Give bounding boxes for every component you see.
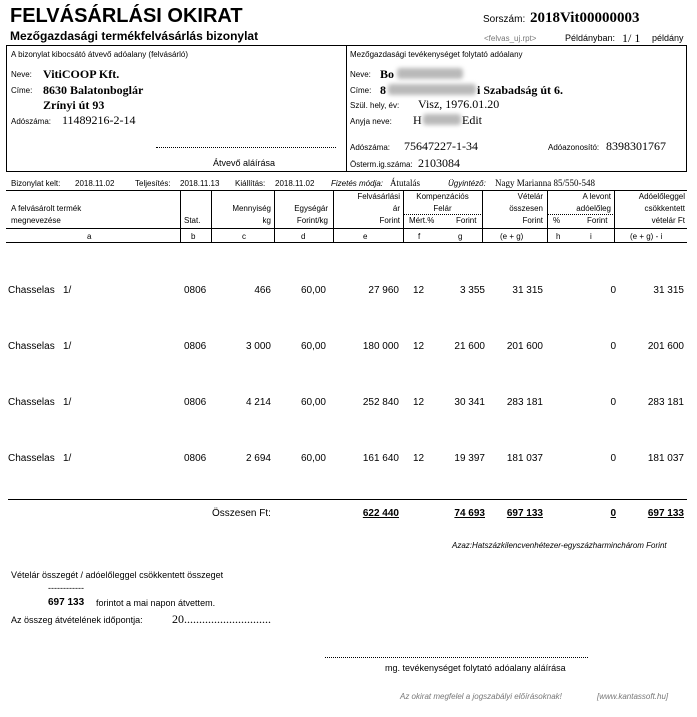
printed-value: 2018.11.02: [275, 179, 315, 188]
issued-value: 2018.11.02: [75, 179, 115, 188]
redaction: [423, 114, 461, 125]
buyer-address-label: Címe:: [11, 86, 33, 95]
row-sale: 181 037: [506, 453, 543, 464]
total-net: 697 133: [647, 508, 684, 519]
buyer-section-title: A bizonylat kibocsátó átvevő adóalany (felvásárló): [11, 50, 188, 59]
receipt-amount: 697 133: [48, 597, 85, 608]
col-net-header-2: csökkentett: [644, 204, 685, 213]
row-stat: 0806: [184, 397, 207, 408]
payment-label: Fizetés módja:: [331, 179, 384, 188]
receipt-text: forintot a mai napon átvettem.: [96, 598, 216, 608]
seller-address-prefix: 8: [380, 83, 386, 97]
receipt-date-value: 20.............................: [172, 612, 271, 626]
row-net: 181 037: [647, 453, 684, 464]
row-product: Chasselas: [8, 397, 55, 408]
seller-mother-suffix: Edit: [462, 113, 482, 127]
letter-a: a: [87, 232, 92, 241]
seller-address-suffix: i Szabadság út 6.: [477, 83, 564, 97]
seller-birth-label: Szül. hely, év:: [350, 101, 400, 110]
row-sale: 31 315: [512, 285, 543, 296]
col-sale-header-2: összesen: [509, 204, 543, 213]
row-stat: 0806: [184, 341, 207, 352]
fulfilled-label: Teljesítés:: [135, 179, 171, 188]
row-sale: 283 181: [506, 397, 543, 408]
row-net: 201 600: [647, 341, 684, 352]
table-row: [0, 453, 697, 465]
payment-value: Átutalás: [390, 178, 420, 188]
row-stat: 0806: [184, 453, 207, 464]
total-price: 622 440: [362, 508, 399, 519]
row-net: 283 181: [647, 397, 684, 408]
letter-g: g: [458, 232, 463, 241]
row-unit-price: 60,00: [300, 285, 326, 296]
row-qty: 2 694: [245, 453, 271, 464]
row-stat: 0806: [184, 285, 207, 296]
letter-f: f: [418, 232, 421, 241]
col-qty-unit: kg: [262, 216, 271, 225]
copies-value: 1/ 1: [622, 31, 641, 45]
printed-label: Kiállítás:: [235, 179, 266, 188]
col-net-header: Adóelőleggel: [638, 192, 685, 201]
buyer-address-line2: Zrínyi út 93: [43, 98, 105, 112]
receipt-date-label: Az összeg átvételének időpontja:: [11, 615, 143, 625]
seller-tax-label: Adószáma:: [350, 143, 391, 152]
seller-mother-label: Anyja neve:: [350, 117, 392, 126]
row-sale: 201 600: [506, 341, 543, 352]
letter-h: h: [556, 232, 561, 241]
redaction: [388, 84, 476, 95]
redaction: [397, 68, 463, 79]
col-unit-header: Egységár: [294, 204, 328, 213]
table-row: [0, 285, 697, 297]
letter-e: e: [363, 232, 368, 241]
row-comp-ft: 30 341: [454, 397, 485, 408]
row-comp-ft: 21 600: [454, 341, 485, 352]
row-product: Chasselas: [8, 285, 55, 296]
total-comp-ft: 74 693: [454, 508, 485, 519]
row-unit-price: 60,00: [300, 341, 326, 352]
serial-number: 2018Vit00000003: [530, 10, 640, 26]
issued-label: Bizonylat kelt:: [11, 179, 61, 188]
row-unit-price: 60,00: [300, 453, 326, 464]
row-comp-pct: 12: [413, 397, 425, 408]
col-comp-header-2: Felár: [433, 204, 452, 213]
row-deduct: 0: [610, 397, 616, 408]
table-row: [0, 341, 697, 353]
letter-net: (e + g) - i: [630, 232, 663, 241]
col-stat-header: Stat.: [184, 216, 201, 225]
seller-birth-value: Visz, 1976.01.20: [418, 97, 500, 111]
agent-value: Nagy Marianna 85/550-548: [495, 178, 595, 188]
row-comp-pct: 12: [413, 341, 425, 352]
total-label: Összesen Ft:: [212, 508, 271, 519]
row-price: 180 000: [362, 341, 399, 352]
row-unit-price: 60,00: [300, 397, 326, 408]
seller-taxid-label: Adóazonosító:: [548, 143, 600, 152]
seller-address-label: Címe:: [350, 86, 372, 95]
receipt-title: Vételár összegét / adóelőleggel csökkentett összeget: [11, 570, 224, 580]
seller-name-label: Neve:: [350, 70, 371, 79]
buyer-name: VitiCOOP Kft.: [43, 67, 120, 81]
serial-label: Sorszám:: [483, 14, 526, 25]
row-comp-pct: 12: [413, 285, 425, 296]
receipt-dashes: ------------: [48, 583, 84, 593]
total-sale: 697 133: [506, 508, 543, 519]
totals-row: [0, 508, 697, 520]
row-deduct: 0: [610, 285, 616, 296]
table-row: [0, 397, 697, 409]
seller-signature-line: [325, 657, 588, 658]
seller-mother-prefix: H: [413, 113, 422, 127]
amount-in-words: Azaz:Hatszázkilencvenhétezer-egyszázharminchárom Forint: [452, 541, 667, 550]
row-product: Chasselas: [8, 453, 55, 464]
row-product-suffix: 1/: [63, 341, 72, 352]
col-deduct-ft: Forint: [587, 216, 608, 225]
row-product-suffix: 1/: [63, 453, 72, 464]
col-comp-ft: Forint: [456, 216, 477, 225]
row-comp-ft: 19 397: [454, 453, 485, 464]
total-deduct: 0: [610, 508, 616, 519]
col-deduct-header-2: adóelőleg: [576, 204, 611, 213]
col-product-header: A felvásárolt termék: [11, 204, 82, 213]
row-price: 161 640: [362, 453, 399, 464]
legal-note: Az okirat megfelel a jogszabályi előírásoknak!: [400, 692, 562, 701]
buyer-tax-number: 11489216-2-14: [62, 113, 136, 127]
row-qty: 4 214: [245, 397, 271, 408]
seller-section-title: Mezőgazdasági tevékenységet folytató adóalany: [350, 50, 523, 59]
letter-b: b: [191, 232, 196, 241]
row-product-suffix: 1/: [63, 285, 72, 296]
seller-taxid-value: 8398301767: [606, 139, 666, 153]
seller-registry-label: Österm.ig.száma:: [350, 160, 413, 169]
buyer-signature-label: Átvevő aláírása: [213, 158, 276, 168]
letter-i: i: [590, 232, 592, 241]
row-comp-pct: 12: [413, 453, 425, 464]
col-sale-header: Vételár: [517, 192, 543, 201]
row-product: Chasselas: [8, 341, 55, 352]
fulfilled-value: 2018.11.13: [180, 179, 220, 188]
row-qty: 466: [254, 285, 271, 296]
letter-d: d: [301, 232, 306, 241]
seller-name: Bo: [380, 67, 395, 81]
col-product-header-2: megnevezése: [11, 216, 61, 225]
col-price-header-2: ár: [392, 204, 400, 213]
col-comp-header: Kompenzációs: [416, 192, 469, 201]
col-unit-unit: Forint/kg: [296, 216, 328, 225]
col-net-unit: vételár Ft: [651, 216, 685, 225]
copies-label: Példányban:: [565, 33, 616, 43]
col-qty-header: Mennyiség: [232, 204, 271, 213]
buyer-address-line1: 8630 Balatonboglár: [43, 83, 144, 97]
buyer-name-label: Neve:: [11, 70, 32, 79]
col-deduct-pct: %: [553, 216, 561, 225]
document-subtitle: Mezőgazdasági termékfelvásárlás bizonylat: [10, 29, 259, 43]
row-deduct: 0: [610, 341, 616, 352]
buyer-signature-line: [156, 147, 336, 148]
seller-registry-value: 2103084: [418, 156, 460, 170]
row-deduct: 0: [610, 453, 616, 464]
letter-eg: (e + g): [500, 232, 524, 241]
letter-c: c: [242, 232, 246, 241]
copies-unit: példány: [652, 33, 684, 43]
row-price: 252 840: [362, 397, 399, 408]
seller-tax-number: 75647227-1-34: [404, 139, 478, 153]
row-product-suffix: 1/: [63, 397, 72, 408]
seller-signature-label: mg. tevékenységet folytató adóalany aláírása: [385, 663, 566, 673]
row-qty: 3 000: [245, 341, 271, 352]
row-comp-ft: 3 355: [459, 285, 485, 296]
col-comp-pct: Mért.%: [409, 216, 435, 225]
template-ref: <felvas_uj.rpt>: [484, 34, 537, 43]
col-price-header: Felvásárlási: [357, 192, 400, 201]
col-price-unit: Forint: [379, 216, 400, 225]
vendor-link[interactable]: [www.kantassoft.hu]: [597, 692, 669, 701]
col-deduct-header: A levont: [582, 192, 611, 201]
row-price: 27 960: [368, 285, 399, 296]
buyer-tax-label: Adószáma:: [11, 117, 52, 126]
document-title: FELVÁSÁRLÁSI OKIRAT: [10, 5, 243, 27]
agent-label: Ügyintéző:: [448, 179, 486, 188]
col-sale-unit: Forint: [522, 216, 543, 225]
row-net: 31 315: [653, 285, 684, 296]
